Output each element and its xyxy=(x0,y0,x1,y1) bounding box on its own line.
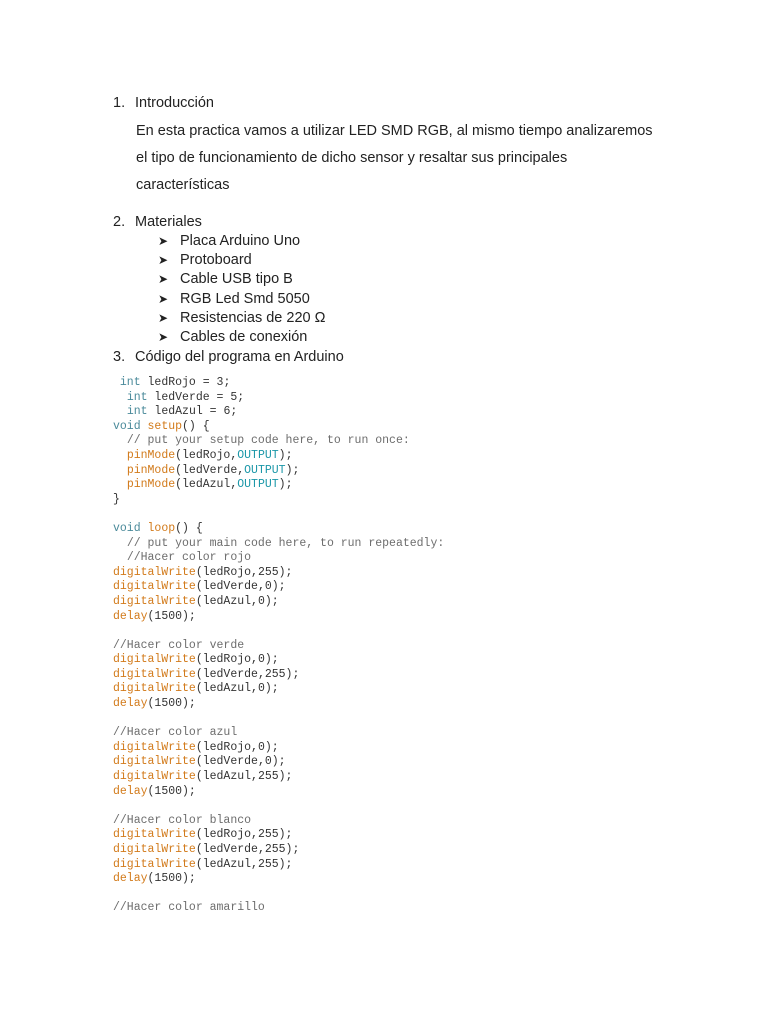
arrowhead-bullet-icon: ➤ xyxy=(158,234,169,248)
arrowhead-bullet-icon: ➤ xyxy=(158,253,169,268)
code-line xyxy=(113,682,444,697)
list-item-label: Resistencias de 220 Ω xyxy=(180,309,326,326)
code-line xyxy=(113,858,444,873)
list-item-label: Placa Arduino Uno xyxy=(180,233,301,249)
code-text xyxy=(113,478,127,491)
code-text: ); xyxy=(285,463,300,477)
paragraph-line: características xyxy=(136,177,230,193)
code-text xyxy=(113,449,127,462)
code-function: digitalWrite xyxy=(113,755,196,769)
section-title: Materiales xyxy=(135,214,202,230)
code-constant: OUTPUT xyxy=(237,478,279,492)
code-text xyxy=(113,537,127,550)
code-line xyxy=(113,726,444,741)
code-text xyxy=(113,405,127,418)
section-heading-materials xyxy=(113,213,202,231)
code-line xyxy=(113,595,444,610)
code-function: delay xyxy=(113,872,148,886)
code-line xyxy=(113,449,444,464)
code-keyword: int xyxy=(126,390,148,404)
section-number: 3. xyxy=(113,349,126,365)
code-comment: //Hacer color verde xyxy=(113,638,245,652)
code-line xyxy=(113,653,444,668)
section-heading-code xyxy=(113,348,344,366)
code-text: ); xyxy=(278,478,293,492)
code-blank-line xyxy=(113,507,444,522)
code-blank-line xyxy=(113,624,444,639)
code-block xyxy=(113,376,444,916)
code-line xyxy=(113,566,444,581)
code-line xyxy=(113,420,444,435)
arrowhead-bullet-icon: ➤ xyxy=(158,291,169,306)
code-function: pinMode xyxy=(126,478,176,492)
list-item-label: Cable USB tipo B xyxy=(180,271,293,288)
arrowhead-bullet-icon: ➤ xyxy=(158,310,169,325)
code-blank-line xyxy=(113,712,444,727)
code-comment: //Hacer color blanco xyxy=(113,813,252,827)
code-line xyxy=(113,668,444,683)
code-text: (ledAzul,0); xyxy=(195,594,279,608)
section-title: Código del programa en Arduino xyxy=(135,349,344,365)
list-item-label: Protoboard xyxy=(180,252,252,269)
code-line xyxy=(113,639,444,654)
code-comment: //Hacer color rojo xyxy=(126,551,252,565)
code-constant: OUTPUT xyxy=(237,448,279,462)
intro-paragraph xyxy=(136,118,677,199)
code-keyword: int xyxy=(119,376,141,389)
list-item-label: Cables de conexión xyxy=(180,328,308,345)
section-number: 2. xyxy=(113,214,126,230)
code-function: digitalWrite xyxy=(113,770,196,784)
code-text xyxy=(141,522,148,535)
code-keyword: void xyxy=(113,521,141,535)
code-blank-line xyxy=(113,799,444,814)
code-line xyxy=(113,872,444,887)
code-text: () { xyxy=(175,521,203,535)
section-title: Introducción xyxy=(135,95,214,111)
code-line xyxy=(113,770,444,785)
list-item xyxy=(158,270,325,289)
code-keyword: int xyxy=(126,405,148,419)
code-line xyxy=(113,697,444,712)
code-text xyxy=(113,464,127,477)
section-number: 1. xyxy=(113,95,126,111)
code-line xyxy=(113,828,444,843)
code-function: digitalWrite xyxy=(113,828,196,842)
code-text: (ledVerde, xyxy=(175,463,245,477)
code-text: (ledAzul, xyxy=(175,478,238,492)
code-line xyxy=(113,464,444,479)
code-function: digitalWrite xyxy=(113,740,196,754)
code-function: delay xyxy=(113,784,148,798)
code-line xyxy=(113,522,444,537)
code-line xyxy=(113,814,444,829)
code-text: (1500); xyxy=(147,697,196,711)
code-text: (ledVerde,0); xyxy=(195,755,286,769)
code-text: (ledAzul,255); xyxy=(195,770,293,784)
list-item xyxy=(158,309,325,328)
code-text: (ledVerde,255); xyxy=(195,843,300,856)
code-text: (ledRojo,255); xyxy=(195,828,293,842)
code-line xyxy=(113,755,444,770)
code-text: ledAzul = 6; xyxy=(147,405,238,419)
code-line xyxy=(113,843,444,858)
code-text: ledRojo = 3; xyxy=(140,376,231,389)
code-function: digitalWrite xyxy=(113,667,196,681)
code-line xyxy=(113,785,444,800)
code-function: digitalWrite xyxy=(113,682,196,696)
code-line xyxy=(113,901,444,916)
code-text: () { xyxy=(182,419,210,433)
list-item-label: RGB Led Smd 5050 xyxy=(180,290,310,307)
code-keyword: void xyxy=(113,419,141,433)
code-function: digitalWrite xyxy=(113,653,196,667)
code-text: (ledAzul,0); xyxy=(195,682,279,696)
code-text: (1500); xyxy=(147,872,196,886)
code-function: digitalWrite xyxy=(113,565,196,579)
arrowhead-bullet-icon: ➤ xyxy=(158,329,169,344)
code-text: (ledVerde,255); xyxy=(195,667,300,681)
code-text: } xyxy=(113,492,120,506)
code-line xyxy=(113,493,444,508)
code-function: pinMode xyxy=(126,463,176,477)
code-text: (ledRojo,0); xyxy=(195,740,279,754)
code-function: pinMode xyxy=(126,448,176,462)
code-function: setup xyxy=(147,419,183,433)
code-comment: // put your main code here, to run repeatedly: xyxy=(126,536,445,550)
code-text: ledVerde = 5; xyxy=(147,390,245,404)
code-line xyxy=(113,551,444,566)
code-text: (ledAzul,255); xyxy=(195,857,293,871)
section-heading-intro xyxy=(113,94,214,112)
paragraph-line: el tipo de funcionamiento de dicho sensor y resaltar sus principales xyxy=(136,150,568,166)
code-comment: //Hacer color azul xyxy=(113,726,238,740)
list-item xyxy=(158,290,325,309)
code-function: digitalWrite xyxy=(113,580,196,594)
code-text xyxy=(113,434,127,447)
code-text: (1500); xyxy=(147,784,196,798)
paragraph-line: En esta practica vamos a utilizar LED SMD RGB, al mismo tiempo analizaremos xyxy=(136,123,653,139)
materials-list xyxy=(158,232,325,347)
code-line xyxy=(113,376,444,391)
code-line xyxy=(113,741,444,756)
code-line xyxy=(113,610,444,625)
code-text: (ledRojo, xyxy=(175,448,238,462)
code-text: (ledRojo,0); xyxy=(195,653,279,667)
list-item xyxy=(158,232,325,251)
code-comment: //Hacer color amarillo xyxy=(113,901,265,915)
code-function: delay xyxy=(113,609,148,623)
code-line xyxy=(113,391,444,406)
code-text: ); xyxy=(278,448,293,462)
code-text xyxy=(141,420,148,433)
code-line xyxy=(113,434,444,449)
code-line xyxy=(113,580,444,595)
code-line xyxy=(113,405,444,420)
arrowhead-bullet-icon: ➤ xyxy=(158,272,169,287)
code-function: digitalWrite xyxy=(113,843,196,856)
code-text xyxy=(113,391,127,404)
code-function: digitalWrite xyxy=(113,594,196,608)
code-text xyxy=(113,551,127,564)
code-function: loop xyxy=(147,521,176,535)
code-constant: OUTPUT xyxy=(244,463,286,477)
list-item xyxy=(158,328,325,347)
code-function: delay xyxy=(113,697,148,711)
code-text: (ledRojo,255); xyxy=(195,565,293,579)
code-text: (1500); xyxy=(147,609,196,623)
code-comment: // put your setup code here, to run once: xyxy=(126,434,410,448)
code-line xyxy=(113,537,444,552)
list-item xyxy=(158,251,325,270)
code-text xyxy=(113,376,120,389)
code-blank-line xyxy=(113,887,444,902)
code-function: digitalWrite xyxy=(113,857,196,871)
code-line xyxy=(113,478,444,493)
code-text: (ledVerde,0); xyxy=(195,580,286,594)
